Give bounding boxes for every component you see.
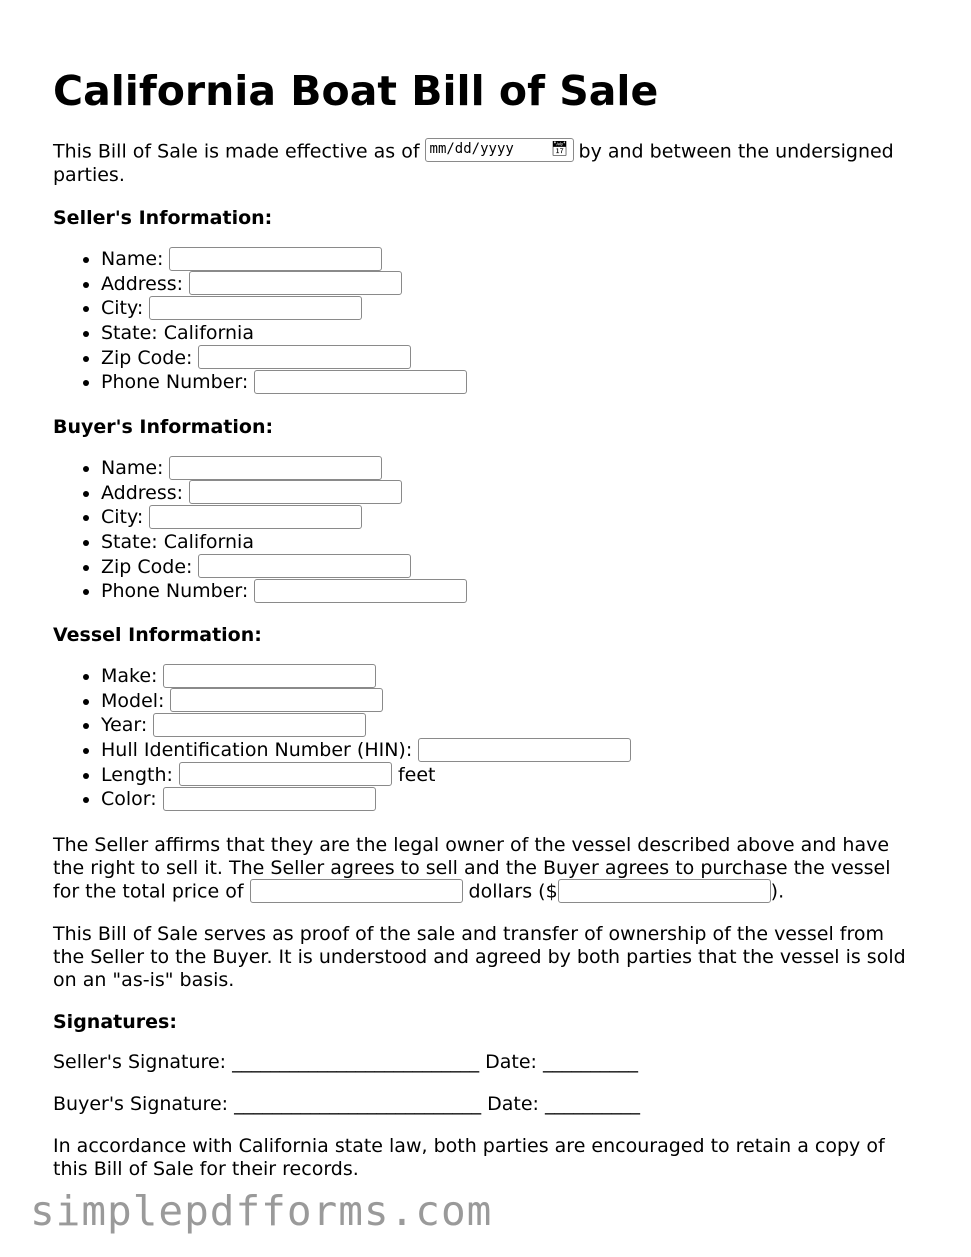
seller-info-list	[53, 247, 467, 395]
list-item: • Name:	[101, 456, 467, 481]
buyer-city-field[interactable]	[149, 505, 362, 529]
list-item: • Zip Code:	[101, 555, 467, 580]
intro-text-after: by and between the undersigned parties.	[53, 140, 894, 186]
list-item: • Name:	[101, 247, 467, 272]
vessel-color-field[interactable]	[163, 787, 376, 811]
list-item: • Make:	[101, 664, 631, 689]
signatures-heading: Signatures:	[53, 1011, 177, 1033]
list-item: • Length: feet	[101, 763, 631, 788]
vessel-model-field[interactable]	[170, 688, 383, 712]
vessel-heading: Vessel Information:	[53, 624, 262, 646]
seller-zip-field[interactable]	[198, 345, 411, 369]
list-item: • Address:	[101, 481, 467, 506]
list-item: • Hull Identification Number (HIN):	[101, 738, 631, 763]
buyer-state: State: California	[101, 531, 254, 554]
seller-address-field[interactable]	[189, 271, 402, 295]
vessel-info-list	[53, 664, 631, 812]
buyer-info-list	[53, 456, 467, 604]
buyer-heading: Buyer's Information:	[53, 416, 274, 438]
price-words-field[interactable]	[250, 879, 463, 903]
list-item: • City:	[101, 296, 467, 321]
intro-text-before: This Bill of Sale is made effective as of	[53, 140, 420, 163]
intro-paragraph	[53, 140, 913, 187]
vessel-make-field[interactable]	[163, 664, 376, 688]
seller-city-field[interactable]	[149, 296, 362, 320]
vessel-length-field[interactable]	[179, 762, 392, 786]
vessel-year-field[interactable]	[153, 713, 366, 737]
seller-signature-line: Seller's Signature: __________________________ Date: __________	[53, 1051, 638, 1073]
buyer-signature-line: Buyer's Signature: __________________________ Date: __________	[53, 1093, 640, 1115]
effective-date-input[interactable]: mm/dd/yyyy 📅︎	[425, 138, 574, 162]
buyer-zip-field[interactable]	[198, 554, 411, 578]
list-item: • Phone Number:	[101, 370, 467, 395]
buyer-phone-field[interactable]	[254, 579, 467, 603]
list-item	[101, 530, 467, 555]
closing-paragraph: In accordance with California state law, both parties are encouraged to retain a copy of this Bill of Sale for their records.	[53, 1135, 885, 1180]
affirmation-paragraph: The Seller affirms that they are the legal owner of the vessel described above and have the right to sell it. The Seller agrees to sell and the Buyer agrees to purchase the vessel for the total price of dollars ($ ).	[53, 834, 891, 903]
list-item: • Zip Code:	[101, 346, 467, 371]
list-item: • Phone Number:	[101, 579, 467, 604]
buyer-name-field[interactable]	[169, 456, 382, 480]
list-item: • Model:	[101, 689, 631, 714]
seller-name-field[interactable]	[169, 247, 382, 271]
seller-phone-field[interactable]	[254, 370, 467, 394]
page-title: California Boat Bill of Sale	[53, 67, 659, 115]
list-item: • Year:	[101, 713, 631, 738]
vessel-hin-field[interactable]	[418, 738, 631, 762]
seller-state: State: California	[101, 322, 254, 345]
list-item	[101, 321, 467, 346]
price-amount-field[interactable]	[558, 879, 771, 903]
seller-heading: Seller's Information:	[53, 207, 273, 229]
calendar-icon[interactable]: 📅︎	[550, 141, 569, 157]
buyer-address-field[interactable]	[189, 480, 402, 504]
list-item: • Color:	[101, 787, 631, 812]
list-item: • Address:	[101, 272, 467, 297]
transfer-paragraph: This Bill of Sale serves as proof of the sale and transfer of ownership of the vessel from the Seller to the Buyer. It is understood and agreed by both parties that the vessel is sold on an "as-is" basis.	[53, 923, 906, 991]
watermark: simplepdfforms.com	[30, 1187, 493, 1235]
list-item: • City:	[101, 505, 467, 530]
length-unit: feet	[397, 763, 436, 786]
